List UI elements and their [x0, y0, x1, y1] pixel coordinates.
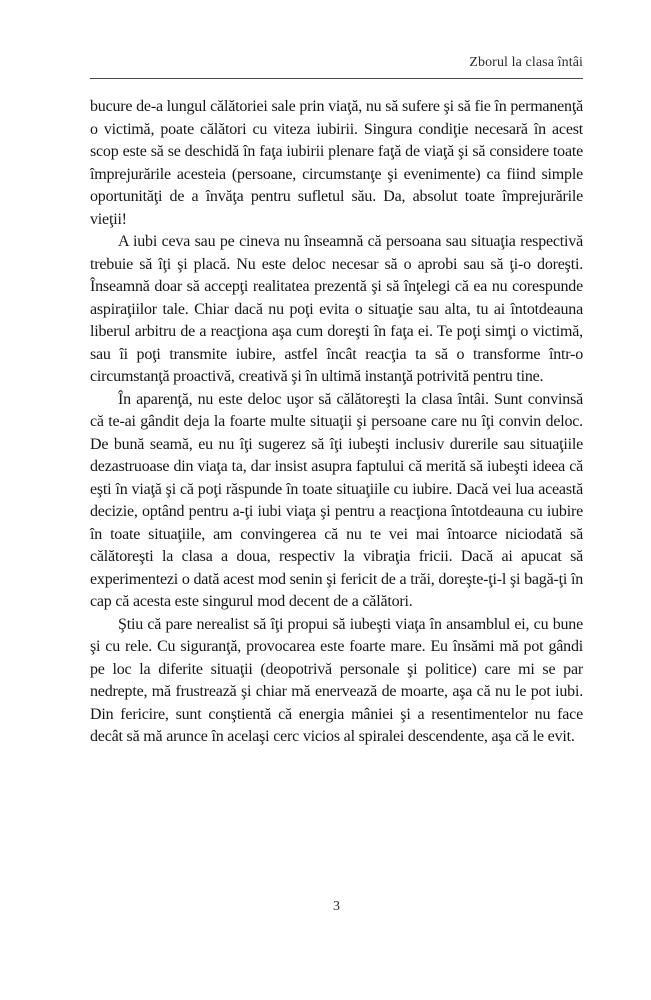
header-rule	[90, 78, 583, 79]
page-number: 3	[333, 899, 340, 914]
body-paragraph: Ştiu că pare nerealist să îţi propui să iubeşti viaţa în ansamblul ei, cu bune şi cu rele. Cu siguranţă, provocarea este foarte mare. Eu însămi mă pot gândi pe loc la diferite situaţii (deopotrivă personale şi politice) care mi se par nedrepte, mă frustrează şi chiar mă enervează de moarte, aşa că nu le pot iubi. Din fericire, sunt conştientă că energia mâniei şi a resentimentelor nu face decât să mă arunce în acelaşi cerc vicios al spiralei descendente, aşa că le evit.	[90, 615, 583, 745]
body-text-block	[90, 96, 583, 749]
running-header-title: Zborul la clasa întâi	[469, 55, 583, 70]
body-paragraph: A iubi ceva sau pe cineva nu înseamnă că persoana sau situaţia respectivă trebuie să îţi şi placă. Nu este deloc necesar să o aprobi sau să ţi-o doreşti. Înseamnă doar să accepţi realitatea prezentă şi să înţelegi că ea nu corespunde aspiraţiilor tale. Chiar dacă nu poţi evita o situaţie sau alta, tu ai întotdeauna liberul arbitru de a reacţiona aşa cum doreşti în faţa ei. Te poţi simţi o victimă, sau îi poţi transmite iubire, astfel încât reacţia ta să o transforme într-o circumstanţă proactivă, creativă şi în ultimă instanţă potrivită pentru tine.	[90, 233, 583, 385]
body-paragraph: În aparenţă, nu este deloc uşor să călătoreşti la clasa întâi. Sunt convinsă că te-ai gândit deja la foarte multe situaţii şi persoane care nu îţi convin deloc. De bună seamă, eu nu îţi sugerez să îţi iubeşti inclusiv durerile sau situaţiile dezastruoase din viaţa ta, dar insist asupra faptului că merită să iubeşti ideea că eşti în viaţă şi că poţi răspunde în toate situaţiile cu iubire. Dacă vei lua această decizie, optând pentru a-ţi iubi viaţa şi pentru a reacţiona întotdeauna cu iubire în toate situaţiile, am convingerea că nu te vei mai întoarce niciodată să călătoreşti la clasa a doua, respectiv la vibraţia fricii. Dacă ai apucat să experimentezi o dată acest mod senin şi fericit de a trăi, doreşte-ţi-l şi bagă-ţi în cap că acesta este singurul mod decent de a călători.	[90, 390, 583, 610]
body-paragraph: bucure de-a lungul călătoriei sale prin viaţă, nu să sufere şi să fie în permanenţă o victimă, poate călători cu viteza iubirii. Singura condiţie necesară în acest scop este să se deschidă în faţa iubirii plenare faţă de viaţă şi să considere toate împrejurările acesteia (persoane, circumstanţe şi evenimente) ca fiind simple oportunităţi de a învăţa pentru sufletul său. Da, absolut toate împrejurările vieţii!	[90, 98, 583, 228]
